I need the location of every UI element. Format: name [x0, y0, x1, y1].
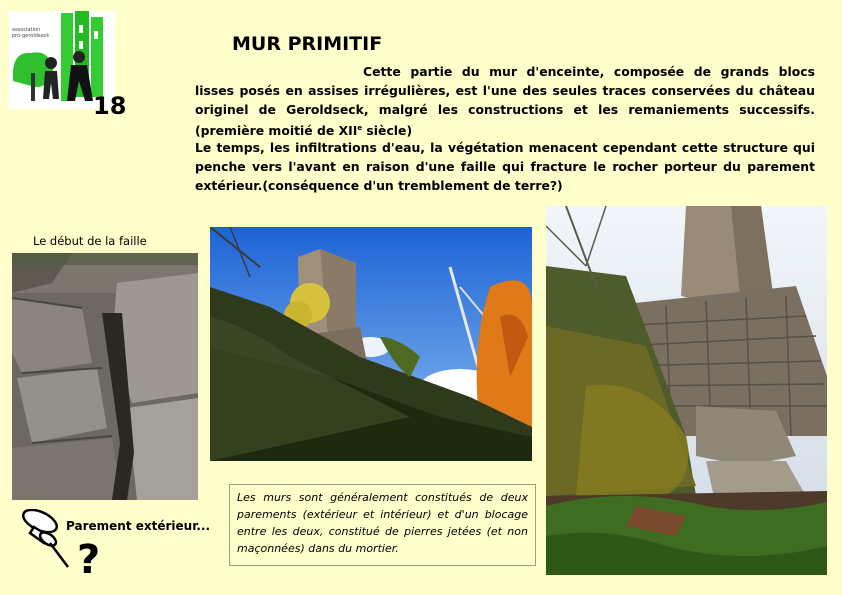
page-title: MUR PRIMITIF [232, 33, 383, 55]
paragraph-threats: Le temps, les infiltrations d'eau, la végétation menacent cependant cette structure qui penche vers l'avant en raison d'une faille qui fracture le rocher porteur du parement extérieur.(conséquence d'un tremblement de terre?) [195, 140, 815, 193]
caption-faille: Le début de la faille [33, 234, 147, 248]
photo-tower-slope [210, 227, 532, 461]
logo-line1: association [12, 27, 41, 33]
paragraph1-text: Cette partie du mur d'enceinte, composée de grands blocs lisses posés en assises irrégulières, est l'une des seules traces conservées du château originel de Geroldseck, malgré les constructions et les remaniements successifs. (première moitié de XII [195, 64, 815, 139]
logo-text [12, 27, 49, 39]
info-box: Les murs sont généralement constitués de deux parements (extérieur et intérieur) et d'un blocage entre les deux, constitué de pierres jetées (et non maçonnées) dans du mortier. [229, 484, 536, 566]
paragraph-description [195, 62, 815, 140]
paragraph1-text-end: siècle) [362, 123, 413, 139]
parement-label: Parement extérieur... [66, 519, 211, 533]
logo-line2: pro-geroldseck [12, 33, 50, 39]
question-mark: ? [77, 537, 101, 583]
photo-mur-primitif [546, 206, 827, 575]
photo-faille [12, 253, 198, 500]
century-superscript: e [357, 124, 363, 132]
page-number: 18 [93, 92, 127, 120]
